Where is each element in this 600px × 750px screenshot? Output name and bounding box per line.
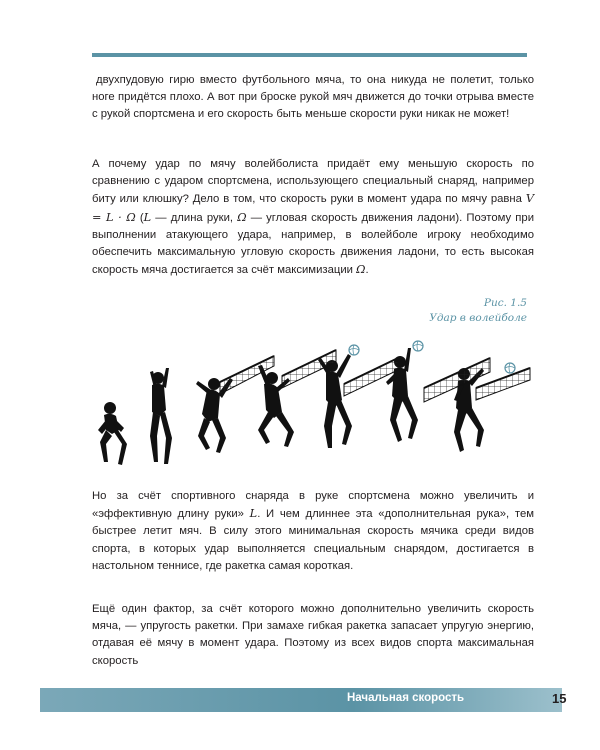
- paragraph-2-text-e: .: [365, 264, 369, 277]
- figure-title: Удар в волейболе: [429, 312, 527, 324]
- figure-caption: [429, 296, 527, 326]
- page-number: 15: [552, 691, 567, 706]
- footer-bar: [40, 688, 567, 712]
- paragraph-2: [92, 156, 534, 279]
- athlete-figure-2: [150, 368, 172, 464]
- paragraph-4: [92, 601, 534, 670]
- figure-label: Рис. 1.5: [483, 297, 527, 309]
- symbol-length-2: L: [249, 507, 258, 521]
- paragraph-2-text-d: — угловая скорость движения ладони). Поэтому при выполнении атакующего удара, например, в волейболе игроку необходимо обеспечить максимальную угловую скорость движения ладони, то есть высокая скорость мяча достигается за счёт максимизации: [92, 211, 535, 277]
- volleyball-ball-1: [349, 345, 359, 355]
- symbol-omega: Ω: [237, 210, 247, 224]
- athlete-figure-1: [98, 402, 127, 465]
- volleyball-ball-2: [413, 341, 423, 351]
- paragraph-3-text-b: . И чем длиннее эта «дополнительная рука», тем быстрее летит мяч. В силу этого минимальная скорость мячика среди видов спорта, в которых удар выполняется специальным снарядом, достигается в настольном теннисе, где ракетка самая короткая.: [92, 508, 534, 572]
- symbol-omega-2: Ω: [356, 263, 366, 277]
- paragraph-1-text: двухпудовую гирю вместо футбольного мяча, то она никуда не полетит, только ноге придётся плохо. А вот при броске рукой мяч движется до точки отрыва вместе с рукой спортсмена и его скорость быть меньше скорости руки никак не может!: [92, 74, 534, 121]
- paragraph-2-text-c: — длина руки,: [151, 211, 238, 224]
- top-rule: [92, 53, 527, 57]
- volleyball-ball-3: [505, 363, 515, 373]
- paragraph-1: [92, 72, 534, 124]
- symbol-length: L: [143, 210, 152, 224]
- footer-chapter-title: Начальная скорость: [347, 692, 465, 704]
- paragraph-4-text: Ещё один фактор, за счёт которого можно дополнительно увеличить скорость мяча, — упругость ракетки. При замахе гибкая ракетка запасает упругую энергию, отдавая её мячу в момент удара. Поэтому из всех видов спорта максимальная скорость: [92, 603, 534, 667]
- volleyball-spike-illustration: [92, 338, 532, 478]
- paragraph-2-text-a: А почему удар по мячу волейболиста придаёт ему меньшую скорость по сравнению с ударом спортсмена, использующего специальный снаряд, например биту или клюшку? Дело в том, что скорость руки в момент удара по мячу равна: [92, 158, 534, 206]
- paragraph-3: [92, 488, 534, 575]
- paragraph-2-text-b: (: [135, 211, 144, 224]
- paragraph-3-text-a: Но за счёт спортивного снаряда в руке спортсмена можно увеличить и «эффективную длину руки»: [92, 490, 534, 521]
- formula-velocity: V = L · Ω: [92, 192, 534, 224]
